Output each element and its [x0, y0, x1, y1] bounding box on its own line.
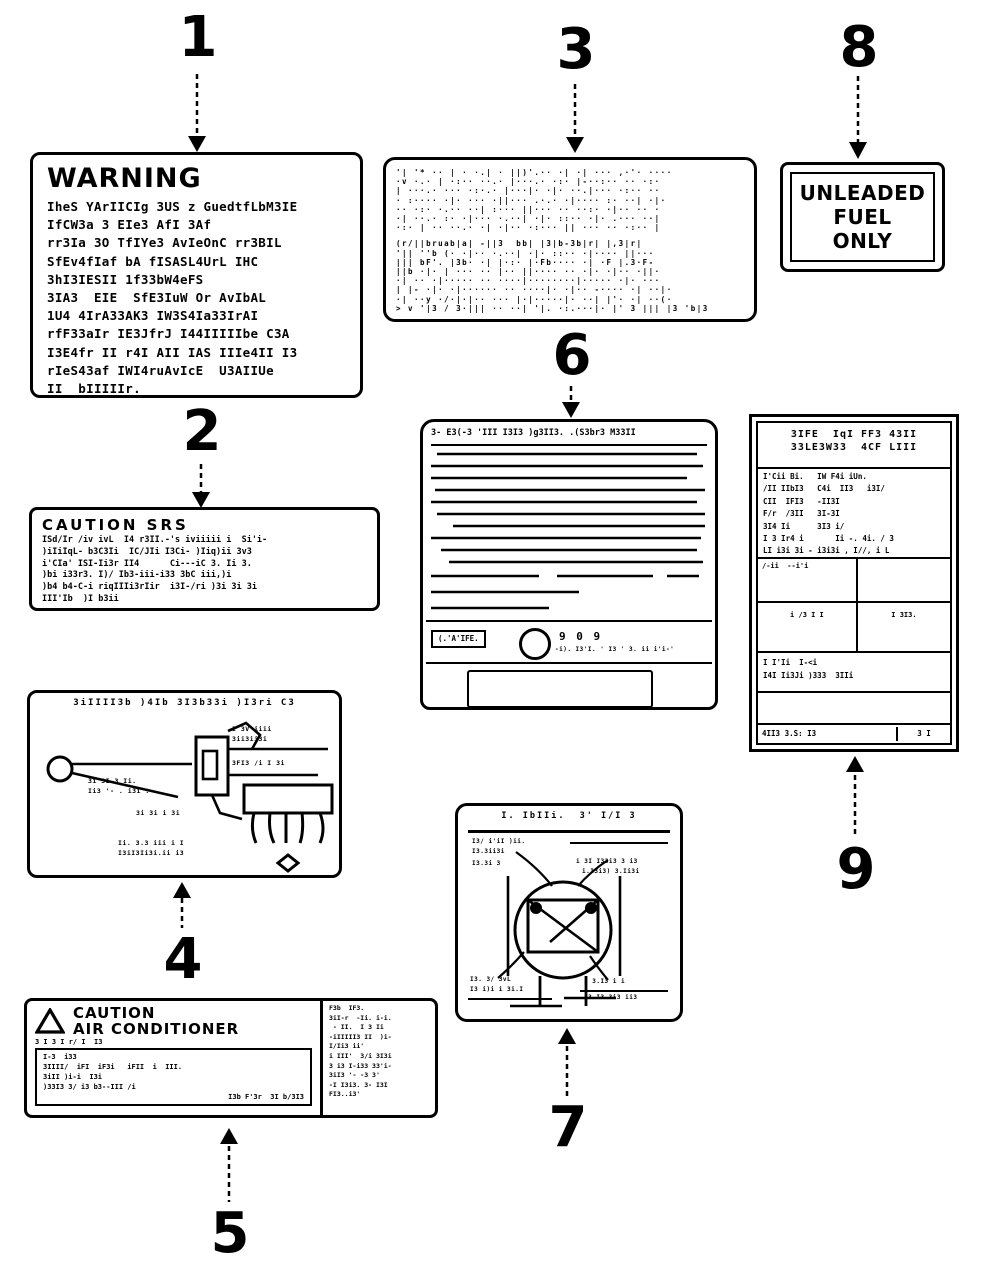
diagram7-title-rule: [468, 830, 670, 833]
emission-code: 9 0 9: [559, 630, 603, 643]
ac-right-line: 3iI3 '- -3 3': [329, 1071, 380, 1080]
ac-left-section: [27, 1001, 320, 1115]
fine-print-line: ·· ·:· ·.·· ··| :··· ||··· ·· ··:· ·|·· ·· ·: [396, 204, 661, 214]
tire-note-line: I4I Ii3Ji )333 3IIi: [763, 671, 854, 680]
srs-text-line: i'CIa' ISI-Ii3r II4 Ci---iC 3. Ii 3.: [42, 558, 252, 569]
diagram7-callout: I3.3ii3i: [472, 848, 505, 855]
warning-text-line: rIeS43af IWI4ruAvIcE U3AIIUe: [47, 362, 274, 378]
tire-note-line: I I'Ii I-<i: [763, 658, 818, 667]
warning-text-line: 1U4 4IrA33AK3 IW3S4Ia33IrAI: [47, 308, 259, 324]
ac-right-section: [320, 1001, 435, 1115]
warning-text-line: IfCW3a 3 EIe3 AfI 3Af: [47, 217, 212, 233]
diagram4-drawing: [30, 713, 339, 875]
callout-number-7[interactable]: 7: [548, 1095, 586, 1160]
tire-empty-row: [758, 691, 950, 723]
tire-cell-text: i /3 I I: [790, 611, 824, 619]
diagram7-callout: I3/ i'iI )ii.: [472, 838, 526, 845]
callout-arrow-6: [562, 386, 580, 418]
fine-print-line: (r/||bruab|a| -||3 bb| |3|b-3b|r| |,3|r|: [396, 239, 643, 249]
emission-title: 3- E3(-3 'III I3I3 )g3II3. .(S3br3 M33II: [431, 425, 707, 446]
callout-number-5[interactable]: 5: [210, 1201, 248, 1266]
ac-right-line: I/Ii3 ii': [329, 1042, 365, 1051]
diagram7-leader-rule: [468, 998, 552, 1000]
tire-header: [758, 423, 950, 467]
tire-cell: [758, 559, 858, 601]
ac-text-box: [35, 1048, 312, 1106]
warning-text-line: rfF33aIr IE3JfrJ I44IIIIIbe C3A: [47, 326, 290, 342]
tire-notes: [758, 651, 950, 691]
diagram7-leader-rule: [580, 990, 668, 992]
tire-spec-row: LI i3i 3i - i3i3i , I//, i L: [763, 546, 890, 556]
tire-spec-row: F/r /3II 3I-3I: [763, 509, 840, 519]
tire-spec-row: CII IFI3 -II3I: [763, 496, 840, 506]
callout-arrow-7: [558, 1028, 576, 1096]
unleaded-fuel-text: ONLY: [832, 229, 893, 253]
callout-arrow-9: [846, 756, 864, 838]
emission-divider: [426, 620, 712, 622]
knob-icon: [48, 757, 72, 781]
fine-print-line: · :···· ·|· ··· ·||··· .·.· ·|···· :· ··| ·|·: [396, 195, 667, 205]
tire-spec-row: 3I4 Ii 3I3 i/: [763, 521, 845, 531]
unleaded-fuel-text: UNLEADED: [799, 181, 926, 205]
jack-diagram-label: [455, 803, 683, 1022]
diagram7-callout: I3.3i 3: [472, 860, 501, 867]
diagram4-annotation: Ii. 3.3 iii i I: [118, 839, 185, 847]
ac-right-line: F3b IF3.: [329, 1004, 365, 1012]
airbag-warning-label: [30, 152, 363, 398]
srs-text-line: III'Ib )I b3ii: [42, 593, 119, 604]
ac-right-line: 3 i3 I-i33 33'i-: [329, 1061, 392, 1070]
fine-print-line: ·v ·.· | ·:·· ··.· |···.· ·:· |-··:·· ·· ·:·: [396, 177, 661, 187]
ac-box-line: I-3 i33: [43, 1053, 77, 1061]
callout-number-1[interactable]: 1: [178, 5, 216, 70]
fine-print-line: ·:· | ·· ··.· ·| ·|·· ·:··· || ··· ·· ·:·· |: [396, 223, 661, 233]
ac-box-line: I3b F'3r 3I b/3I3: [228, 1093, 304, 1101]
callout-arrow-3: [566, 84, 584, 153]
equipment-diagram-label: [27, 690, 342, 878]
diagram4-annotation: 3i 3I 3 Ii.: [88, 777, 137, 785]
ac-box-line: 3IIII/ iFI iF3i iFII i III.: [43, 1063, 183, 1071]
diagram4-annotation: 3i 3i i 3i: [136, 809, 181, 817]
ac-right-line: FI3..i3': [329, 1090, 361, 1099]
ac-right-line: -iIIIII3 II )i-: [329, 1032, 392, 1041]
fine-print-line: | |- ·|· ·|······ ·· ····|· ·|·· -···· ·| ··|·: [396, 285, 673, 295]
air-conditioner-caution-label: [24, 998, 438, 1118]
emission-footer-mark: [521, 706, 611, 709]
warning-text-line: 3hI3IESII 1f33bW4eFS: [47, 271, 204, 287]
emission-blank-box: [467, 670, 653, 708]
warning-triangle-icon: [35, 1008, 65, 1034]
tire-footer: [758, 723, 950, 743]
tire-cell-text: I 3I3.: [891, 611, 917, 619]
ac-right-line: - II. I 3 Ii: [329, 1023, 384, 1032]
warning-title: WARNING: [47, 163, 202, 194]
diagram4-annotation: 3ii3ii3i: [232, 735, 268, 743]
fine-print-line: '| '* ·· | · ·.| · ||)'.·· ·| ·| ··· ,·'· ····: [396, 168, 673, 177]
tire-inner-frame: [756, 421, 952, 745]
diagram7-callout: i 3I I33i3 3 i3: [576, 858, 638, 865]
diagram7-callout: i.I3i3) 3.Ii3i: [582, 868, 640, 875]
callout-number-2[interactable]: 2: [182, 399, 220, 464]
diamond-icon: [278, 855, 298, 871]
unleaded-fuel-label: [780, 162, 945, 272]
diagram4-title: 3iIIII3b )4Ib 3I3b33i )I3ri C3: [73, 698, 296, 708]
emission-divider: [426, 662, 712, 664]
callout-number-8[interactable]: 8: [839, 15, 877, 80]
callout-number-4[interactable]: 4: [163, 927, 201, 992]
crossbar-icon: [244, 785, 332, 813]
callout-number-6[interactable]: 6: [552, 323, 590, 388]
diagram7-callout: i 3.I3 i i: [584, 978, 626, 985]
tire-spec-rows: [758, 467, 950, 557]
tire-cell: [858, 603, 950, 651]
fine-print-line: ||| bF'. |3b· ·| |·:· |·Fb···· ·| ·F |.3·F-: [396, 257, 655, 267]
ac-right-line: i III' 3/i 3I3i: [329, 1051, 392, 1060]
ac-subtitle: 3 I 3 I r/ I I3: [35, 1038, 103, 1046]
fine-print-line: ·| ··y ·/·|·|·· ··· |·|·····|· ··| |'· ·| ··(·: [396, 294, 673, 304]
ac-box-line: 3iII )i-i I3i: [43, 1073, 103, 1081]
srs-text-line: )b4 b4-C-i riqIIIi3rIir i3I-/ri )3i 3i 3i: [42, 582, 257, 593]
srs-text-line: )iIiIqL- b3C3Ii IC/JIi I3Ci- )Iiq)ii 3v3: [42, 546, 252, 557]
warning-text-line: II bIIIIIr.: [47, 381, 141, 397]
diagram7-callout: I3 i)i i 3i.I: [470, 986, 524, 993]
fine-print-line: | ···.· ··· ·:·.· |···|· ·|· ··.|··· ·:·· ··: [396, 186, 661, 196]
diagram7-title: I. IbIIi. 3' I/I 3: [501, 811, 637, 821]
callout-arrow-2: [192, 464, 210, 508]
fine-print-line: '|| ''b (· ·|·· ·.··| ·|· ::·· ·|···· ||···: [396, 248, 655, 258]
emission-code-note: -i). I3'I. ' I3 ' 3. ii i'i-': [555, 646, 675, 653]
emission-control-label: [420, 419, 718, 710]
tire-cell: [758, 603, 858, 651]
tire-cell-text: /-ii --i'i: [762, 562, 809, 570]
warning-text-line: I3E4fr II r4I AII IAS IIIe4II I3: [47, 344, 298, 360]
tire-footer-text: 4II3 3.S: I3: [762, 729, 817, 738]
fine-print-line: ·| ·· ·|····· ·· ····|········|····· ·|· ···: [396, 276, 661, 286]
tire-footer-text: 3 I: [917, 729, 931, 738]
callout-arrow-8: [849, 76, 867, 159]
srs-title: CAUTION SRS: [42, 516, 189, 534]
tire-cell-row-b: [758, 601, 950, 651]
catalyst-box: (.'A'IFE.: [431, 630, 486, 648]
srs-text-line: )bi i33r3. I)/ Ib3-iii-i33 3bC iii,)i: [42, 570, 232, 581]
warning-text-line: rr3Ia 3O TfIYe3 AvIeOnC rr3BIL: [47, 235, 282, 251]
fine-print-line: ||b ·|· | ··· ·· |·· ||···· ·· ·|· ·|·· ·||·: [396, 267, 661, 277]
tire-spec-row: I'Cii Bi. IW F4i iUn.: [763, 472, 867, 481]
emission-text-lines: [429, 450, 711, 618]
unleaded-fuel-inner-frame: [790, 172, 935, 262]
ac-title-line: CAUTION: [73, 1004, 156, 1022]
tire-header-line: 33LE3W33 4CF LIII: [790, 442, 918, 453]
fine-print-paragraph-1: [396, 168, 744, 232]
ac-title-line: AIR CONDITIONER: [73, 1020, 240, 1038]
callout-arrow-1: [188, 74, 206, 152]
certification-circle-icon: [519, 628, 551, 660]
unleaded-fuel-text: FUEL: [833, 205, 892, 229]
ac-right-line: -I I3i3. 3- I3I: [329, 1080, 388, 1089]
diagram4-annotation: 3FI3 /i I 3i: [232, 759, 285, 767]
callout-arrow-5: [220, 1128, 238, 1202]
tire-information-label: [749, 414, 959, 752]
ac-box-line: )33I3 3/ i3 b3--III /i: [43, 1083, 136, 1091]
tire-header-line: 3IFE IqI FF3 43II: [790, 429, 918, 440]
fine-print-line: ·| ··.· :· ·|··· ·.··| ·|· ::·· ·|· .··· ··|: [396, 214, 661, 224]
ac-right-line: 3iI-r -Ii. i-i.: [329, 1013, 392, 1022]
diagram4-annotation: I 3V iiii: [232, 725, 272, 733]
tire-spec-row: /II IIbI3 C4i II3 i3I/: [763, 484, 885, 494]
fine-print-paragraph-2: [396, 239, 744, 313]
callout-number-9[interactable]: 9: [836, 837, 874, 902]
warning-text-line: 3IA3 EIE SfE3IuW Or AvIbAL: [47, 290, 267, 306]
warning-text-line: IheS YArIICIg 3US z GuedtfLbM3IE: [47, 199, 298, 214]
callout-arrow-4: [173, 882, 191, 928]
diagram7-callout: )3 I3 3i3 ii3: [584, 994, 638, 1001]
diagram4-annotation: Ii3 '- . i3i .: [88, 787, 150, 795]
diagram4-annotation: I3iI3Ii3i.ii i3: [118, 849, 185, 857]
warning-text-line: SfEv4fIaf bA fISASL4UrL IHC: [47, 253, 259, 269]
srs-caution-label: [29, 507, 380, 611]
fine-print-line: > v '|3 / 3·||| ·· ··| '|. ·:.···|· |' 3 ||| |3 'b|3: [396, 303, 709, 313]
srs-text-line: ISd/Ir /iv ivL I4 r3II.-'s iviiiii i Si'i-: [42, 535, 268, 545]
fine-print-label: [383, 157, 757, 322]
diagram7-callout: I3. 3/ 3vL: [470, 976, 512, 983]
tire-cell-row-a: [758, 557, 950, 601]
callout-number-3[interactable]: 3: [556, 17, 594, 82]
tire-spec-row: I 3 Ir4 i Ii -. 4i. / 3: [763, 534, 894, 544]
